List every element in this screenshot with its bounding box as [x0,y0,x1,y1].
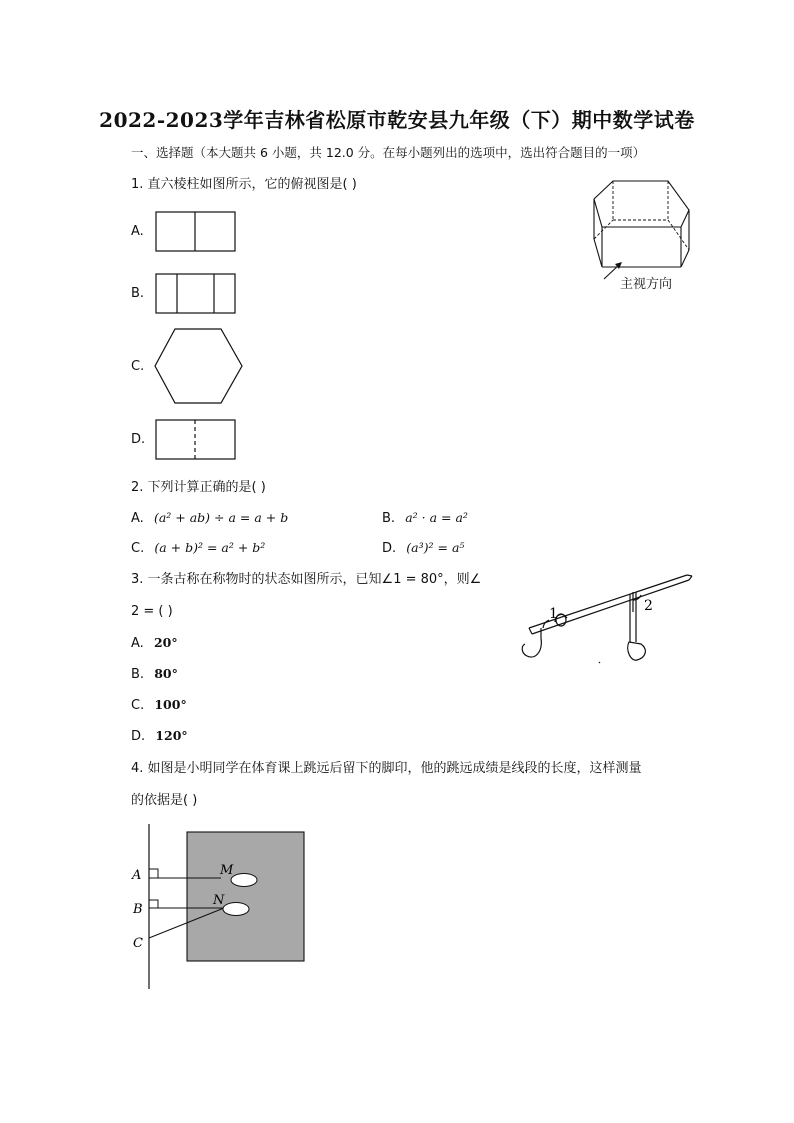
point-m-label: M [220,863,234,878]
q2-option-d-letter: D. [382,541,397,556]
q3-option-d-value: 120° [155,728,188,743]
question-4-text-line2: 的依据是( ) [131,793,198,808]
q3-option-b [131,664,178,685]
footprint-n [223,903,249,916]
q2-option-c [131,538,265,559]
q2-option-d-expr: (a³)² = a⁵ [406,540,465,555]
q3-option-b-letter: B. [131,667,145,682]
q2-option-b-letter: B. [382,511,396,526]
q2-option-b-expr: a² · a = a² [405,510,468,525]
q1-option-d-figure [155,419,237,461]
point-n-label: N [213,893,225,908]
q1-option-a-letter: A. [131,224,144,239]
point-c-label: C [133,936,143,951]
q2-option-a-letter: A. [131,511,144,526]
question-1-text: 1. 直六棱柱如图所示，它的俯视图是( ) [131,177,357,192]
q3-option-b-value: 80° [154,666,178,681]
steelyard-figure [515,570,695,674]
question-4-text-line1: 4. 如图是小明同学在体育课上跳远后留下的脚印，他的跳远成绩是线段的长度，这样测量 [131,761,642,776]
q1-option-b-letter: B. [131,286,145,301]
long-jump-figure [128,824,313,992]
q3-option-d-letter: D. [131,729,146,744]
section-heading: 一、选择题（本大题共 6 小题，共 12.0 分。在每小题列出的选项中，选出符合题目的一项） [131,145,646,160]
page-title: 2022-2023学年吉林省松原市乾安县九年级（下）期中数学试卷 [99,108,695,132]
q3-option-a [131,633,178,654]
footprint-m [231,874,257,887]
q3-option-a-value: 20° [153,635,178,650]
q1-option-b-figure [155,273,237,315]
q3-option-c-letter: C. [131,698,145,713]
q2-option-a-expr: (a² + ab) ÷ a = a + b [153,510,289,525]
point-b-label: B [133,902,143,917]
point-a-label: A [132,868,142,883]
q2-option-b [382,508,468,529]
q2-option-c-expr: (a + b)² = a² + b² [154,540,266,555]
q1-option-a-figure [155,211,237,253]
q2-option-c-letter: C. [131,541,145,556]
angle-2-label: 2 [644,598,653,614]
q3-option-d [131,726,188,747]
q1-option-c-letter: C. [131,359,145,374]
front-view-direction-label: 主视方向 [620,277,673,292]
q3-option-c [131,695,187,716]
q3-option-c-value: 100° [154,697,187,712]
q3-option-a-letter: A. [131,636,144,651]
sand-pit [187,832,304,961]
q2-option-d [382,538,464,559]
angle-1-label: 1 [549,606,558,622]
q2-option-a [131,508,288,529]
question-3-text-line1: 3. 一条古称在称物时的状态如图所示，已知∠1 = 80°，则∠ [131,572,482,587]
q1-option-c-figure [153,327,245,407]
question-3-text-line2: 2 = ( ) [131,604,173,619]
question-2-text: 2. 下列计算正确的是( ) [131,480,266,495]
q1-option-d-letter: D. [131,432,146,447]
